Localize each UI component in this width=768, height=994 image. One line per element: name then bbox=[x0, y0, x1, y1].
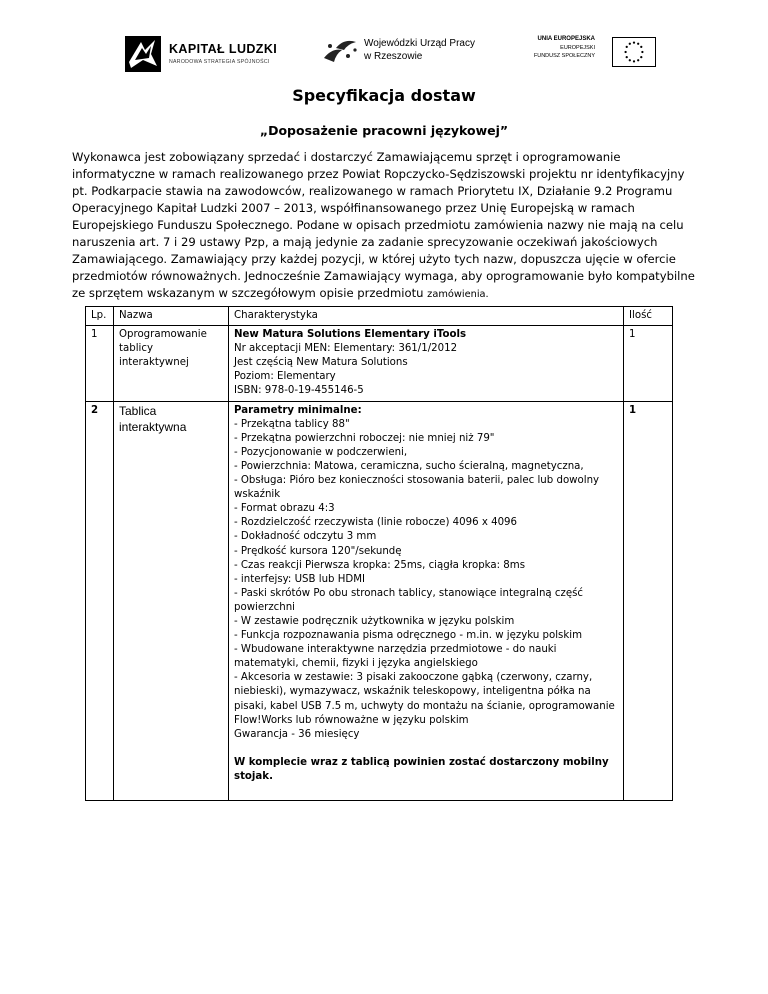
eu-logo bbox=[533, 36, 660, 76]
row2-char-line: - Paski skrótów Po obu stronach tablicy, stanowiące integralną część powierzchni bbox=[234, 587, 584, 613]
intro-paragraph bbox=[72, 149, 698, 303]
row1-char-line: Jest częścią New Matura Solutions bbox=[234, 357, 408, 369]
row2-char-line: - Czas reakcji Pierwsza kropka: 25ms, ciągła kropka: 8ms bbox=[234, 559, 526, 571]
row1-nazwa bbox=[114, 326, 229, 401]
row2-char-note: W komplecie wraz z tablicą powinien zostać dostarczony mobilny stojak. bbox=[234, 756, 609, 782]
row1-char-line: Nr akceptacji MEN: Elementary: 361/1/2012 bbox=[234, 343, 458, 355]
wup-birds-icon bbox=[322, 36, 362, 70]
row1-char-title: New Matura Solutions Elementary iTools bbox=[234, 329, 467, 341]
row1-lp bbox=[86, 326, 114, 401]
row2-char-line: - Prędkość kursora 120"/sekundę bbox=[234, 545, 402, 557]
row2-char-line: - Akcesoria w zestawie: 3 pisaki zakooczone gąbką (czerwony, czarny, niebieski), wymazywacz, wskaźnik teleskopowy, inteligentna półka na pisaki, kabel USB 7.5 m, uchwyty do montażu na ścianie, oprogramowanie Flow!Works lub równoważne w języku polskim bbox=[234, 672, 615, 726]
header-logos bbox=[0, 28, 768, 80]
row1-char-line: ISBN: 978-0-19-455146-5 bbox=[234, 385, 364, 397]
table-header-row bbox=[86, 307, 673, 326]
page-subtitle: „Doposażenie pracowni językowej” bbox=[259, 123, 509, 138]
row2-char-line: - Pozycjonowanie w podczerwieni, bbox=[234, 446, 408, 458]
row2-charakterystyka bbox=[229, 401, 624, 800]
row1-ilosc-value: 1 bbox=[629, 329, 636, 341]
row2-lp bbox=[86, 401, 114, 800]
row1-charakterystyka bbox=[229, 326, 624, 401]
wup-name-line2: w Rzeszowie bbox=[364, 51, 423, 62]
wup-name-line1: Wojewódzki Urząd Pracy bbox=[364, 38, 475, 49]
row1-ilosc bbox=[624, 326, 673, 401]
row2-char-line: - Wbudowane interaktywne narzędzia przedmiotowe - do nauki matematyki, chemii, fizyki i języka angielskiego bbox=[234, 644, 557, 670]
eu-flag-icon bbox=[612, 37, 656, 67]
intro-main: Wykonawca jest zobowiązany sprzedać i dostarczyć Zamawiającemu sprzęt i oprogramowanie informatyczne w ramach realizowanego przez Powiat Ropczycko-Sędziszowski projektu nr identyfikacyjny pt. Podkarpacie stawia na zawodowców, realizowanego w ramach Priorytetu IX, Działanie 9.2 Programu Operacyjnego Kapitał Ludzki 2007 – 2013, współfinansowanego przez Unię Europejską w ramach Europejskiego Funduszu Społecznego. Podane w opisach przedmiotu zamówienia nazwy nie mają na celu naruszenia art. 7 i 29 ustawy Pzp, a mają jedynie za zadanie sprecyzowanie oczekiwań jakościowych Zamawiającego. Zamawiający przy każdej pozycji, w której użyto tych nazw, dopuszcza ujęcie w ofercie przedmiotów równoważnych. Jednocześnie Zamawiający wymaga, aby oprogramowanie było kompatybilne ze sprzętem wskazanym w szczegółowym opisie przedmiotu bbox=[72, 150, 695, 301]
eu-title: UNIA EUROPEJSKA bbox=[537, 36, 595, 42]
row2-char-line: - Przekątna powierzchni roboczej: nie mniej niż 79" bbox=[234, 432, 495, 444]
row1-lp-value: 1 bbox=[91, 329, 98, 341]
intro-tail: zamówienia. bbox=[427, 289, 489, 301]
header-charakterystyka: Charakterystyka bbox=[229, 307, 624, 326]
kapital-ludzki-logo bbox=[121, 32, 291, 76]
row1-nazwa-value: Oprogramowanie tablicy interaktywnej bbox=[119, 329, 207, 369]
spacer bbox=[234, 742, 618, 756]
kapital-ludzki-emblem-icon bbox=[121, 32, 165, 76]
row2-nazwa bbox=[114, 401, 229, 800]
table-row bbox=[86, 326, 673, 401]
header-lp: Lp. bbox=[86, 307, 114, 326]
spec-table bbox=[85, 306, 673, 801]
spacer bbox=[234, 784, 618, 798]
page-title: Specyfikacja dostaw bbox=[292, 86, 476, 105]
row2-lp-value: 2 bbox=[91, 404, 99, 416]
row2-char-line: - Format obrazu 4:3 bbox=[234, 503, 335, 515]
row2-char-line: - Powierzchnia: Matowa, ceramiczna, sucho ścieralną, magnetyczna, bbox=[234, 460, 584, 472]
row2-char-line: - interfejsy: USB lub HDMI bbox=[234, 573, 366, 585]
row2-ilosc bbox=[624, 401, 673, 800]
row1-char-line: Poziom: Elementary bbox=[234, 371, 336, 383]
row2-ilosc-value: 1 bbox=[629, 404, 637, 416]
row2-char-title: Parametry minimalne: bbox=[234, 404, 362, 416]
row2-char-line: - W zestawie podręcznik użytkownika w języku polskim bbox=[234, 615, 515, 627]
wup-logo bbox=[322, 36, 492, 72]
row2-nazwa-value: Tablica interaktywna bbox=[119, 403, 187, 434]
row2-char-line: Gwarancja - 36 miesięcy bbox=[234, 728, 360, 740]
kapital-ludzki-subtitle: NARODOWA STRATEGIA SPÓJNOŚCI bbox=[169, 59, 270, 65]
row2-char-line: - Przekątna tablicy 88" bbox=[234, 418, 350, 430]
header-nazwa: Nazwa bbox=[114, 307, 229, 326]
header-ilosc: Ilość bbox=[624, 307, 673, 326]
row2-char-line: - Obsługa: Pióro bez konieczności stosowania baterii, palec lub dowolny wskaźnik bbox=[234, 475, 600, 501]
row2-char-line: - Rozdzielczość rzeczywista (linie robocze) 4096 x 4096 bbox=[234, 517, 518, 529]
row2-char-line: - Funkcja rozpoznawania pisma odręcznego - m.in. w języku polskim bbox=[234, 630, 583, 642]
table-row bbox=[86, 401, 673, 800]
eu-subtitle-2: FUNDUSZ SPOŁECZNY bbox=[533, 53, 595, 59]
row2-char-line: - Dokładność odczytu 3 mm bbox=[234, 531, 377, 543]
eu-subtitle-1: EUROPEJSKI bbox=[560, 45, 595, 51]
kapital-ludzki-title: KAPITAŁ LUDZKI bbox=[169, 42, 278, 56]
